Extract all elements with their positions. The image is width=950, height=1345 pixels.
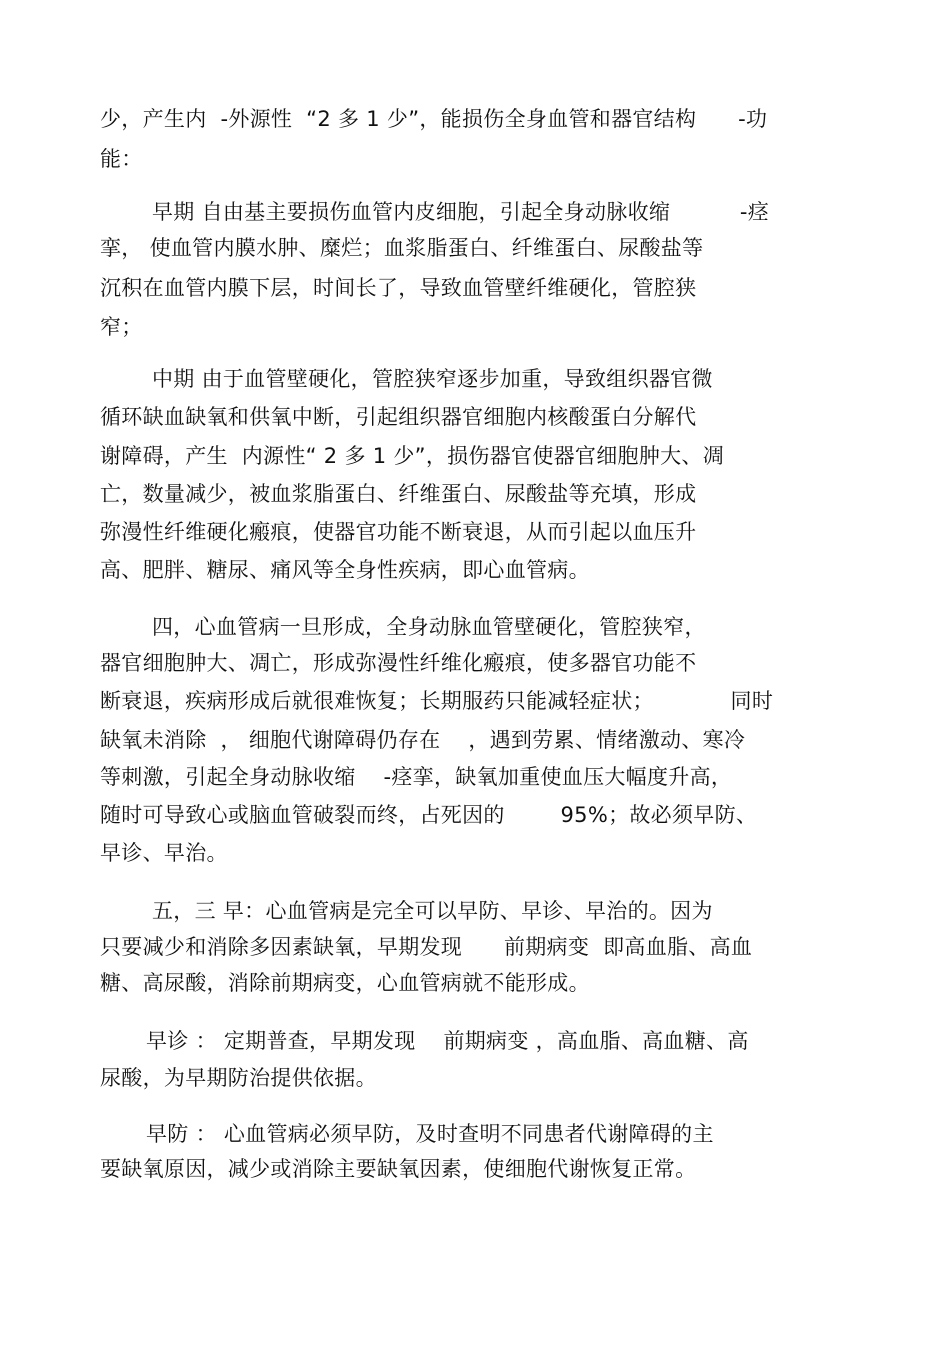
text-line: 沉积在血管内膜下层，时间长了，导致血管壁纤维硬化，管腔狭 <box>100 276 697 300</box>
text-line: 等刺激，引起全身动脉收缩 -痉挛，缺氧加重使血压大幅度升高， <box>100 765 733 789</box>
text-line: 早诊 ： 定期普查，早期发现 前期病变 ，高血脂、高血糖、高 <box>146 1029 749 1053</box>
text-line: 谢障碍，产生 内源性“ 2 多 1 少”，损伤器官使器官细胞肿大、凋 <box>100 444 725 468</box>
text-line: 糖、高尿酸，消除前期病变，心血管病就不能形成。 <box>100 971 590 995</box>
text-line: 尿酸，为早期防治提供依据。 <box>100 1066 377 1090</box>
text-line: 挛， 使血管内膜水肿、糜烂；血浆脂蛋白、纤维蛋白、尿酸盐等 <box>100 236 704 260</box>
text-line: 早期 自由基主要损伤血管内皮细胞，引起全身动脉收缩 -痉 <box>152 200 770 224</box>
text-line: 中期 由于血管壁硬化，管腔狭窄逐步加重，导致组织器官微 <box>152 367 713 391</box>
text-line: 四，心血管病一旦形成，全身动脉血管壁硬化，管腔狭窄， <box>152 615 706 639</box>
text-line: 早防 ： 心血管病必须早防，及时查明不同患者代谢障碍的主 <box>146 1122 714 1146</box>
text-line: 缺氧未消除 ， 细胞代谢障碍仍存在 ，遇到劳累、情绪激动、寒冷 <box>100 728 746 752</box>
text-line: 只要减少和消除多因素缺氧，早期发现 前期病变 即高血脂、高血 <box>100 935 753 959</box>
text-line: 窄； <box>100 315 143 339</box>
text-line: 早诊、早治。 <box>100 841 228 865</box>
text-line: 断衰退，疾病形成后就很难恢复；长期服药只能减轻症状； 同时 <box>100 689 774 713</box>
text-line: 五，三 早：心血管病是完全可以早防、早诊、早治的。因为 <box>152 899 713 923</box>
text-line: 少，产生内 -外源性 “2 多 1 少”，能损伤全身血管和器官结构 -功 <box>100 107 768 131</box>
text-line: 弥漫性纤维硬化瘢痕，使器官功能不断衰退，从而引起以血压升 <box>100 520 697 544</box>
text-line: 亡，数量减少，被血浆脂蛋白、纤维蛋白、尿酸盐等充填，形成 <box>100 482 697 506</box>
text-line: 随时可导致心或脑血管破裂而终，占死因的 95%；故必须早防、 <box>100 803 758 827</box>
text-line: 能： <box>100 147 143 171</box>
text-line: 高、肥胖、糖尿、痛风等全身性疾病，即心血管病。 <box>100 558 590 582</box>
text-line: 要缺氧原因，减少或消除主要缺氧因素，使细胞代谢恢复正常。 <box>100 1157 697 1181</box>
text-line: 循环缺血缺氧和供氧中断，引起组织器官细胞内核酸蛋白分解代 <box>100 405 697 429</box>
text-line: 器官细胞肿大、凋亡，形成弥漫性纤维化瘢痕，使多器官功能不 <box>100 651 697 675</box>
